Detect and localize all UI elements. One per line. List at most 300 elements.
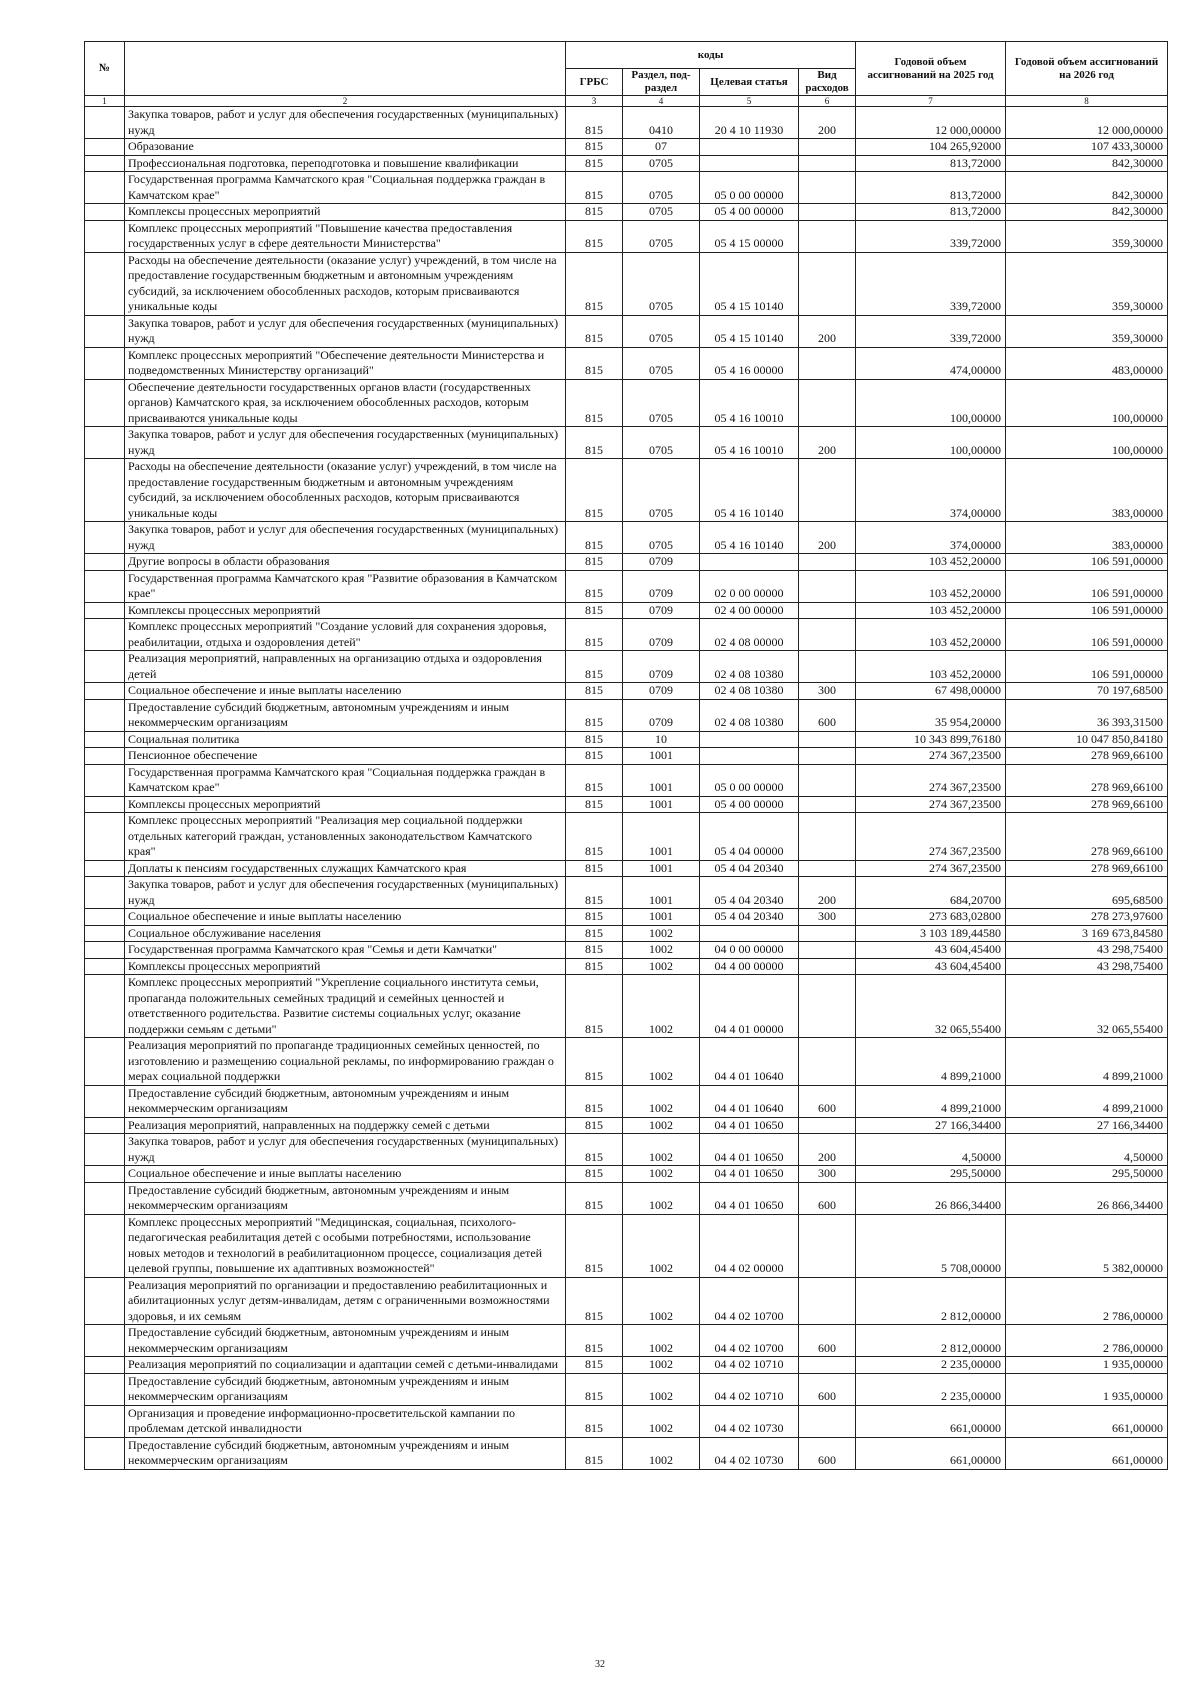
row-grbs: 815: [566, 107, 623, 139]
row-section: 0705: [623, 220, 700, 252]
col-num: 6: [799, 96, 856, 107]
row-grbs: 815: [566, 1166, 623, 1183]
row-value-2025: 10 343 899,76180: [856, 731, 1006, 748]
row-section: 1002: [623, 1214, 700, 1277]
row-grbs: 815: [566, 155, 623, 172]
row-value-2025: 813,72000: [856, 155, 1006, 172]
row-target: [700, 748, 799, 765]
row-exp-type: 200: [799, 877, 856, 909]
row-value-2026: 842,30000: [1006, 155, 1168, 172]
row-value-2026: 2 786,00000: [1006, 1325, 1168, 1357]
row-grbs: 815: [566, 1437, 623, 1469]
row-no-cell: [85, 925, 125, 942]
row-name: Государственная программа Камчатского края "Семья и дети Камчатки": [125, 942, 566, 959]
row-target: 05 4 00 00000: [700, 796, 799, 813]
row-grbs: 815: [566, 379, 623, 427]
row-value-2025: 103 452,20000: [856, 651, 1006, 683]
row-no-cell: [85, 958, 125, 975]
row-exp-type: [799, 554, 856, 571]
row-no-cell: [85, 877, 125, 909]
row-no-cell: [85, 204, 125, 221]
row-no-cell: [85, 942, 125, 959]
row-section: 0705: [623, 252, 700, 315]
row-section: 0709: [623, 651, 700, 683]
row-section: 1001: [623, 748, 700, 765]
row-section: 1001: [623, 796, 700, 813]
header-section: Раздел, под-раздел: [623, 69, 700, 96]
row-name: Комплекс процессных мероприятий "Медицинская, социальная, психолого-педагогическая реабилитация детей с особыми потребностями, использование новых методов и технологий в реабилитационном процессе, социализация детей целевой группы, повышение их адаптивных возможностей": [125, 1214, 566, 1277]
row-name: Расходы на обеспечение деятельности (оказание услуг) учреждений, в том числе на предоставление государственным бюджетным и автономным учреждениям субсидий, за исключением обособленных расходов, которым присваиваются уникальные коды: [125, 459, 566, 522]
table-row: [85, 107, 1168, 139]
row-target: [700, 155, 799, 172]
row-no-cell: [85, 554, 125, 571]
row-section: 0705: [623, 459, 700, 522]
row-exp-type: [799, 347, 856, 379]
row-target: 04 0 00 00000: [700, 942, 799, 959]
row-name: Закупка товаров, работ и услуг для обеспечения государственных (муниципальных) нужд: [125, 877, 566, 909]
row-exp-type: [799, 155, 856, 172]
row-target: 05 4 04 20340: [700, 877, 799, 909]
row-value-2026: 295,50000: [1006, 1166, 1168, 1183]
row-value-2026: 106 591,00000: [1006, 619, 1168, 651]
row-name: Образование: [125, 139, 566, 156]
row-no-cell: [85, 1166, 125, 1183]
row-value-2025: 274 367,23500: [856, 860, 1006, 877]
row-value-2025: 274 367,23500: [856, 813, 1006, 861]
row-exp-type: [799, 1117, 856, 1134]
row-target: [700, 139, 799, 156]
row-exp-type: [799, 619, 856, 651]
row-grbs: 815: [566, 975, 623, 1038]
row-no-cell: [85, 379, 125, 427]
row-exp-type: [799, 731, 856, 748]
row-exp-type: [799, 602, 856, 619]
row-value-2026: 695,68500: [1006, 877, 1168, 909]
row-value-2026: 4 899,21000: [1006, 1085, 1168, 1117]
row-no-cell: [85, 459, 125, 522]
row-no-cell: [85, 1117, 125, 1134]
row-value-2025: 339,72000: [856, 220, 1006, 252]
row-name: Социальное обеспечение и иные выплаты населению: [125, 909, 566, 926]
row-target: 05 4 15 10140: [700, 252, 799, 315]
column-number-row: [85, 96, 1168, 107]
row-name: Закупка товаров, работ и услуг для обеспечения государственных (муниципальных) нужд: [125, 1134, 566, 1166]
row-exp-type: [799, 813, 856, 861]
table-row: [85, 813, 1168, 861]
row-value-2025: 43 604,45400: [856, 958, 1006, 975]
table-row: [85, 925, 1168, 942]
row-value-2026: 70 197,68500: [1006, 683, 1168, 700]
row-no-cell: [85, 252, 125, 315]
row-grbs: 815: [566, 554, 623, 571]
row-grbs: 815: [566, 347, 623, 379]
row-exp-type: [799, 1038, 856, 1086]
table-row: [85, 1166, 1168, 1183]
row-name: Обеспечение деятельности государственных органов власти (государственных органов) Камчатского края, за исключением обособленных расходов, которым присваиваются уникальные коды: [125, 379, 566, 427]
row-exp-type: 200: [799, 427, 856, 459]
row-target: 05 4 04 20340: [700, 909, 799, 926]
row-exp-type: 600: [799, 1085, 856, 1117]
row-exp-type: 200: [799, 315, 856, 347]
row-grbs: 815: [566, 315, 623, 347]
row-value-2026: 3 169 673,84580: [1006, 925, 1168, 942]
row-no-cell: [85, 699, 125, 731]
row-target: 04 4 01 10650: [700, 1134, 799, 1166]
table-row: [85, 877, 1168, 909]
table-row: [85, 602, 1168, 619]
row-name: Организация и проведение информационно-просветительской кампании по проблемам детской инвалидности: [125, 1405, 566, 1437]
row-value-2026: 278 969,66100: [1006, 860, 1168, 877]
col-num: 2: [125, 96, 566, 107]
row-no-cell: [85, 427, 125, 459]
row-value-2026: 2 786,00000: [1006, 1277, 1168, 1325]
row-name: Социальное обеспечение и иные выплаты населению: [125, 683, 566, 700]
row-no-cell: [85, 1038, 125, 1086]
row-no-cell: [85, 909, 125, 926]
row-value-2025: 813,72000: [856, 204, 1006, 221]
row-grbs: 815: [566, 860, 623, 877]
row-value-2025: 339,72000: [856, 252, 1006, 315]
row-no-cell: [85, 748, 125, 765]
row-name: Комплекс процессных мероприятий "Повышение качества предоставления государственных услуг в сфере деятельности Министерства": [125, 220, 566, 252]
row-name: Социальная политика: [125, 731, 566, 748]
row-value-2025: 2 235,00000: [856, 1373, 1006, 1405]
row-grbs: 815: [566, 909, 623, 926]
row-exp-type: 600: [799, 1373, 856, 1405]
row-value-2025: 374,00000: [856, 459, 1006, 522]
row-target: 02 4 08 10380: [700, 683, 799, 700]
row-value-2026: 278 273,97600: [1006, 909, 1168, 926]
row-target: 05 4 16 10010: [700, 379, 799, 427]
row-value-2026: 278 969,66100: [1006, 813, 1168, 861]
row-value-2025: 100,00000: [856, 379, 1006, 427]
row-grbs: 815: [566, 139, 623, 156]
row-target: 02 4 08 10380: [700, 651, 799, 683]
table-row: [85, 651, 1168, 683]
row-name: Закупка товаров, работ и услуг для обеспечения государственных (муниципальных) нужд: [125, 427, 566, 459]
row-value-2026: 26 866,34400: [1006, 1182, 1168, 1214]
row-target: 04 4 02 10730: [700, 1437, 799, 1469]
row-section: 1002: [623, 1038, 700, 1086]
table-row: [85, 764, 1168, 796]
row-no-cell: [85, 107, 125, 139]
col-num: 4: [623, 96, 700, 107]
table-row: [85, 1117, 1168, 1134]
row-value-2026: 359,30000: [1006, 315, 1168, 347]
row-no-cell: [85, 1357, 125, 1374]
row-target: 05 4 16 00000: [700, 347, 799, 379]
row-name: Реализация мероприятий, направленных на поддержку семей с детьми: [125, 1117, 566, 1134]
table-row: [85, 1325, 1168, 1357]
row-target: 04 4 02 10730: [700, 1405, 799, 1437]
row-value-2025: 43 604,45400: [856, 942, 1006, 959]
row-value-2026: 106 591,00000: [1006, 602, 1168, 619]
row-name: Предоставление субсидий бюджетным, автономным учреждениям и иным некоммерческим организациям: [125, 1182, 566, 1214]
row-value-2026: 1 935,00000: [1006, 1357, 1168, 1374]
row-exp-type: [799, 860, 856, 877]
row-no-cell: [85, 1134, 125, 1166]
row-no-cell: [85, 619, 125, 651]
row-section: 0705: [623, 155, 700, 172]
row-name: Социальное обслуживание населения: [125, 925, 566, 942]
table-row: [85, 427, 1168, 459]
row-section: 0709: [623, 554, 700, 571]
row-target: 04 4 00 00000: [700, 958, 799, 975]
table-row: [85, 522, 1168, 554]
row-grbs: 815: [566, 1214, 623, 1277]
header-grbs: ГРБС: [566, 69, 623, 96]
row-grbs: 815: [566, 764, 623, 796]
row-name: Реализация мероприятий по пропаганде традиционных семейных ценностей, по изготовлению и размещению социальной рекламы, по информированию граждан о мерах социальной поддержки: [125, 1038, 566, 1086]
row-value-2025: 684,20700: [856, 877, 1006, 909]
row-section: 0709: [623, 602, 700, 619]
row-value-2025: 27 166,34400: [856, 1117, 1006, 1134]
row-target: 02 4 08 10380: [700, 699, 799, 731]
header-codes: коды: [566, 42, 856, 69]
table-row: [85, 1437, 1168, 1469]
row-exp-type: [799, 1357, 856, 1374]
row-no-cell: [85, 1373, 125, 1405]
row-exp-type: [799, 651, 856, 683]
page-number: 32: [595, 1659, 605, 1670]
row-exp-type: 300: [799, 683, 856, 700]
row-grbs: 815: [566, 796, 623, 813]
row-no-cell: [85, 155, 125, 172]
col-num: 3: [566, 96, 623, 107]
row-target: 05 4 16 10010: [700, 427, 799, 459]
row-value-2025: 274 367,23500: [856, 764, 1006, 796]
row-value-2025: 4 899,21000: [856, 1038, 1006, 1086]
row-section: 1002: [623, 1405, 700, 1437]
row-value-2025: 4,50000: [856, 1134, 1006, 1166]
row-target: 04 4 02 00000: [700, 1214, 799, 1277]
row-exp-type: [799, 252, 856, 315]
row-name: Реализация мероприятий по социализации и адаптации семей с детьми-инвалидами: [125, 1357, 566, 1374]
row-value-2026: 842,30000: [1006, 204, 1168, 221]
row-value-2026: 106 591,00000: [1006, 554, 1168, 571]
table-row: [85, 155, 1168, 172]
row-value-2025: 2 235,00000: [856, 1357, 1006, 1374]
header-target: Целевая статья: [700, 69, 799, 96]
row-grbs: 815: [566, 1373, 623, 1405]
row-value-2026: 5 382,00000: [1006, 1214, 1168, 1277]
row-section: 0410: [623, 107, 700, 139]
row-value-2025: 4 899,21000: [856, 1085, 1006, 1117]
row-value-2026: 359,30000: [1006, 220, 1168, 252]
row-name: Расходы на обеспечение деятельности (оказание услуг) учреждений, в том числе на предоставление государственным бюджетным и автономным учреждениям субсидий, за исключением обособленных расходов, которым присваиваются уникальные коды: [125, 252, 566, 315]
row-value-2026: 661,00000: [1006, 1437, 1168, 1469]
row-value-2025: 2 812,00000: [856, 1277, 1006, 1325]
row-grbs: 815: [566, 813, 623, 861]
table-body: [85, 107, 1168, 1470]
row-exp-type: [799, 796, 856, 813]
row-exp-type: 600: [799, 1182, 856, 1214]
row-name: Реализация мероприятий, направленных на организацию отдыха и оздоровления детей: [125, 651, 566, 683]
row-grbs: 815: [566, 172, 623, 204]
row-target: 04 4 02 10710: [700, 1373, 799, 1405]
row-grbs: 815: [566, 220, 623, 252]
row-section: 1002: [623, 1085, 700, 1117]
table-row: [85, 347, 1168, 379]
row-section: 1002: [623, 1166, 700, 1183]
row-no-cell: [85, 347, 125, 379]
row-value-2025: 100,00000: [856, 427, 1006, 459]
row-grbs: 815: [566, 602, 623, 619]
row-value-2026: 32 065,55400: [1006, 975, 1168, 1038]
row-name: Государственная программа Камчатского края "Социальная поддержка граждан в Камчатском крае": [125, 764, 566, 796]
col-num: 1: [85, 96, 125, 107]
table-row: [85, 699, 1168, 731]
row-no-cell: [85, 731, 125, 748]
row-name: Закупка товаров, работ и услуг для обеспечения государственных (муниципальных) нужд: [125, 522, 566, 554]
row-section: 1001: [623, 860, 700, 877]
row-grbs: 815: [566, 651, 623, 683]
row-section: 1002: [623, 942, 700, 959]
table-row: [85, 1134, 1168, 1166]
row-exp-type: 200: [799, 1134, 856, 1166]
row-section: 1002: [623, 1277, 700, 1325]
row-exp-type: 300: [799, 909, 856, 926]
row-target: 04 4 01 10650: [700, 1166, 799, 1183]
row-value-2026: 43 298,75400: [1006, 942, 1168, 959]
row-section: 1001: [623, 813, 700, 861]
row-name: Комплекс процессных мероприятий "Создание условий для сохранения здоровья, реабилитации, отдыха и оздоровления детей": [125, 619, 566, 651]
row-section: 1001: [623, 909, 700, 926]
row-section: 1002: [623, 1117, 700, 1134]
row-value-2026: 842,30000: [1006, 172, 1168, 204]
table-row: [85, 204, 1168, 221]
row-target: 05 4 04 00000: [700, 813, 799, 861]
row-name: Комплексы процессных мероприятий: [125, 204, 566, 221]
row-name: Государственная программа Камчатского края "Развитие образования в Камчатском крае": [125, 570, 566, 602]
row-value-2025: 273 683,02800: [856, 909, 1006, 926]
row-exp-type: [799, 220, 856, 252]
row-exp-type: [799, 1405, 856, 1437]
row-no-cell: [85, 1277, 125, 1325]
row-value-2025: 474,00000: [856, 347, 1006, 379]
table-row: [85, 172, 1168, 204]
row-value-2025: 5 708,00000: [856, 1214, 1006, 1277]
row-value-2025: 2 812,00000: [856, 1325, 1006, 1357]
row-name: Комплекс процессных мероприятий "Обеспечение деятельности Министерства и подведомственных Министерству организаций": [125, 347, 566, 379]
row-target: [700, 925, 799, 942]
row-target: 04 4 02 10700: [700, 1277, 799, 1325]
row-name: Государственная программа Камчатского края "Социальная поддержка граждан в Камчатском крае": [125, 172, 566, 204]
row-value-2025: 103 452,20000: [856, 570, 1006, 602]
row-value-2026: 278 969,66100: [1006, 748, 1168, 765]
row-name: Пенсионное обеспечение: [125, 748, 566, 765]
row-name: Предоставление субсидий бюджетным, автономным учреждениям и иным некоммерческим организациям: [125, 1325, 566, 1357]
row-no-cell: [85, 1085, 125, 1117]
row-name: Предоставление субсидий бюджетным, автономным учреждениям и иным некоммерческим организациям: [125, 1437, 566, 1469]
row-exp-type: 200: [799, 107, 856, 139]
row-value-2025: 12 000,00000: [856, 107, 1006, 139]
row-section: 0709: [623, 699, 700, 731]
table-row: [85, 459, 1168, 522]
row-target: 02 4 00 00000: [700, 602, 799, 619]
row-grbs: 815: [566, 459, 623, 522]
row-target: 05 4 15 10140: [700, 315, 799, 347]
row-target: 04 4 02 10710: [700, 1357, 799, 1374]
col-num: 8: [1006, 96, 1168, 107]
row-no-cell: [85, 796, 125, 813]
row-value-2025: 661,00000: [856, 1405, 1006, 1437]
row-name: Комплекс процессных мероприятий "Реализация мер социальной поддержки отдельных категорий граждан, установленных законодательством Камчатского края": [125, 813, 566, 861]
table-row: [85, 958, 1168, 975]
row-value-2025: 35 954,20000: [856, 699, 1006, 731]
row-value-2026: 1 935,00000: [1006, 1373, 1168, 1405]
row-target: 02 0 00 00000: [700, 570, 799, 602]
row-grbs: 815: [566, 1182, 623, 1214]
row-exp-type: 300: [799, 1166, 856, 1183]
row-target: 02 4 08 00000: [700, 619, 799, 651]
row-grbs: 815: [566, 699, 623, 731]
row-exp-type: [799, 1214, 856, 1277]
row-name: Реализация мероприятий по организации и предоставлению реабилитационных и абилитационных услуг детям-инвалидам, детям с ограниченными возможностями здоровья, и их семьям: [125, 1277, 566, 1325]
row-name: Закупка товаров, работ и услуг для обеспечения государственных (муниципальных) нужд: [125, 315, 566, 347]
row-value-2025: 67 498,00000: [856, 683, 1006, 700]
row-value-2026: 107 433,30000: [1006, 139, 1168, 156]
row-value-2026: 4,50000: [1006, 1134, 1168, 1166]
row-name: Доплаты к пенсиям государственных служащих Камчатского края: [125, 860, 566, 877]
table-row: [85, 909, 1168, 926]
row-name: Предоставление субсидий бюджетным, автономным учреждениям и иным некоммерческим организациям: [125, 699, 566, 731]
row-exp-type: [799, 975, 856, 1038]
table-row: [85, 619, 1168, 651]
row-grbs: 815: [566, 942, 623, 959]
row-grbs: 815: [566, 522, 623, 554]
row-grbs: 815: [566, 1405, 623, 1437]
row-name: Закупка товаров, работ и услуг для обеспечения государственных (муниципальных) нужд: [125, 107, 566, 139]
row-exp-type: [799, 1277, 856, 1325]
row-section: 1001: [623, 764, 700, 796]
table-row: [85, 379, 1168, 427]
row-section: 1002: [623, 975, 700, 1038]
row-target: 04 4 01 10640: [700, 1038, 799, 1086]
row-no-cell: [85, 1325, 125, 1357]
row-grbs: 815: [566, 958, 623, 975]
row-value-2025: 3 103 189,44580: [856, 925, 1006, 942]
row-value-2025: 104 265,92000: [856, 139, 1006, 156]
row-value-2026: 27 166,34400: [1006, 1117, 1168, 1134]
table-row: [85, 1085, 1168, 1117]
row-grbs: 815: [566, 1325, 623, 1357]
row-target: 05 4 15 00000: [700, 220, 799, 252]
table-row: [85, 1214, 1168, 1277]
row-grbs: 815: [566, 204, 623, 221]
budget-table: [84, 41, 1168, 1470]
row-value-2026: 4 899,21000: [1006, 1038, 1168, 1086]
row-value-2026: 100,00000: [1006, 427, 1168, 459]
row-grbs: 815: [566, 1117, 623, 1134]
row-grbs: 815: [566, 619, 623, 651]
table-row: [85, 860, 1168, 877]
row-target: 05 4 00 00000: [700, 204, 799, 221]
row-section: 10: [623, 731, 700, 748]
table-row: [85, 748, 1168, 765]
col-num: 7: [856, 96, 1006, 107]
table-row: [85, 975, 1168, 1038]
row-exp-type: [799, 204, 856, 221]
row-exp-type: [799, 958, 856, 975]
row-target: [700, 731, 799, 748]
table-row: [85, 570, 1168, 602]
row-section: 0709: [623, 619, 700, 651]
row-value-2025: 295,50000: [856, 1166, 1006, 1183]
header-exp-type: Вид расходов: [799, 69, 856, 96]
row-target: 04 4 01 10650: [700, 1182, 799, 1214]
row-grbs: 815: [566, 748, 623, 765]
